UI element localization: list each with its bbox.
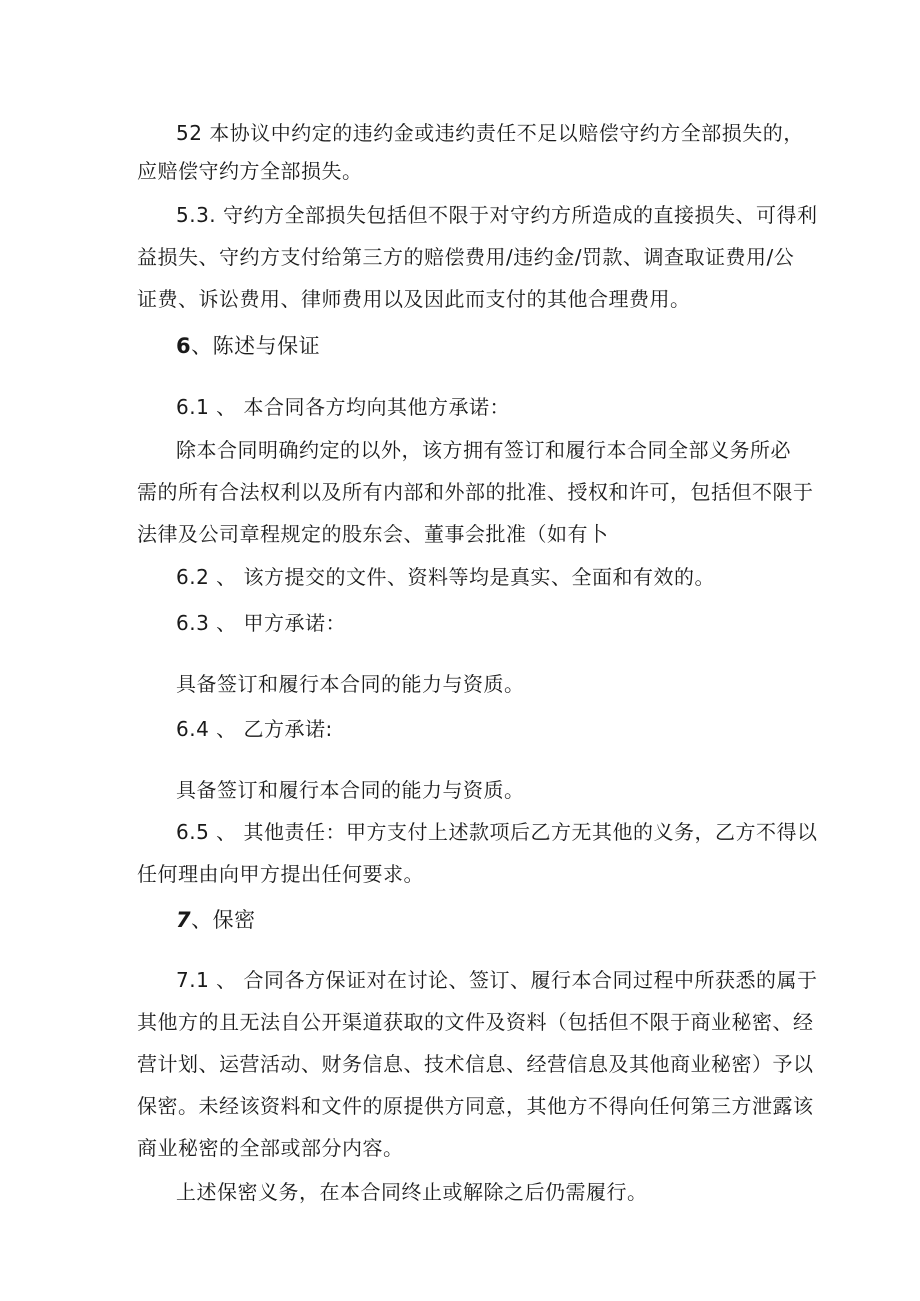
clause-6-3-heading: 6.3 、 甲方承诺： [176, 611, 347, 635]
section-7-number: 7 [176, 908, 192, 932]
clause-7-1-line-5: 商业秘密的全部或部分内容。 [137, 1136, 404, 1160]
clause-5-3-line-3: 证费、诉讼费用、律师费用以及因此而支付的其他合理费用。 [137, 287, 691, 311]
clause-5-2-line-2: 应赔偿守约方全部损失。 [137, 159, 363, 183]
section-6-heading [176, 332, 320, 360]
clause-5-3-line-2: 益损失、守约方支付给第三方的赔偿费用/违约金/罚款、调查取证费用/公 [137, 245, 795, 269]
clause-7-1-line-2: 其他方的且无法自公开渠道获取的文件及资料（包括但不限于商业秘密、经 [137, 1010, 814, 1034]
clause-6-4-heading: 6.4 、 乙方承诺: [176, 717, 333, 741]
clause-5-2-line-1: 52 本协议中约定的违约金或违约责任不足以赔偿守约方全部损失的， [176, 121, 804, 145]
clause-6-1-line-1: 除本合同明确约定的以外，该方拥有签订和履行本合同全部义务所必 [176, 438, 791, 462]
clause-6-1-line-3: 法律及公司章程规定的股东会、董事会批准（如有卜 [137, 522, 609, 546]
section-7-heading [176, 906, 256, 934]
clause-5-3-line-1: 5.3. 守约方全部损失包括但不限于对守约方所造成的直接损失、可得利 [176, 203, 818, 227]
clause-6-4-line-1: 具备签订和履行本合同的能力与资质。 [176, 778, 525, 802]
clause-6-5-line-2: 任何理由向甲方提出任何要求。 [137, 862, 424, 886]
section-7-title: 、保密 [191, 908, 256, 932]
clause-7-1-line-4: 保密。未经该资料和文件的原提供方同意，其他方不得向任何第三方泄露该 [137, 1094, 814, 1118]
clause-7-1-line-1: 7.1 、 合同各方保证对在讨论、签订、履行本合同过程中所获悉的属于 [176, 968, 818, 992]
section-6-title: 、陈述与保证 [191, 334, 321, 358]
clause-6-1-heading: 6.1 、 本合同各方均向其他方承诺： [176, 395, 511, 419]
clause-6-1-line-2: 需的所有合法权利以及所有内部和外部的批准、授权和许可，包括但不限于 [137, 480, 814, 504]
clause-6-3-line-1: 具备签订和履行本合同的能力与资质。 [176, 672, 525, 696]
clause-7-1-line-3: 营计划、运营活动、财务信息、技术信息、经营信息及其他商业秘密）予以 [137, 1052, 814, 1076]
clause-7-2-line-1: 上述保密义务，在本合同终止或解除之后仍需履行。 [176, 1180, 648, 1204]
clause-6-2-line-1: 6.2 、 该方提交的文件、资料等均是真实、全面和有效的。 [176, 565, 716, 589]
section-6-number: 6 [176, 334, 192, 358]
clause-6-5-line-1: 6.5 、 其他责任：甲方支付上述款项后乙方无其他的义务，乙方不得以 [176, 820, 818, 844]
